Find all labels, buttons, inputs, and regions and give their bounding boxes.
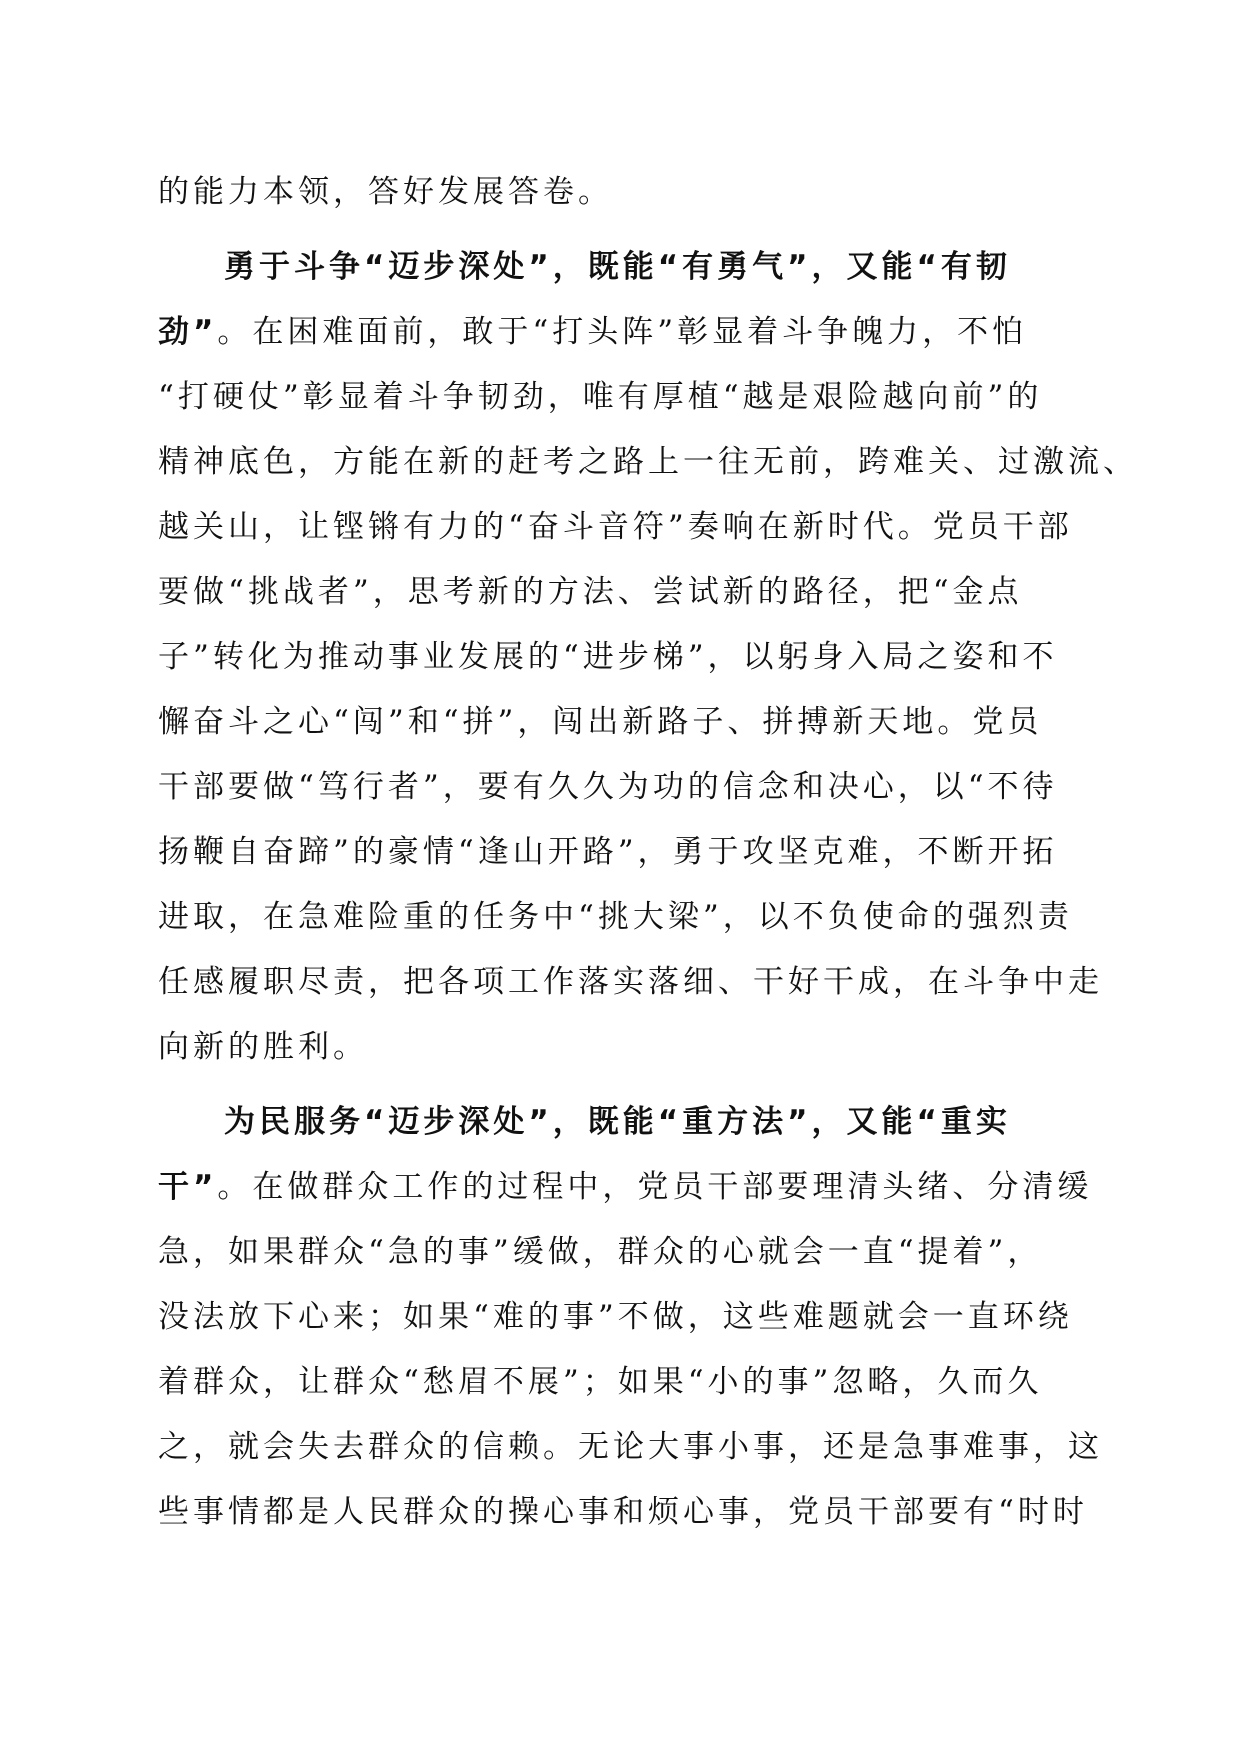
section1-line: 向新的胜利。 bbox=[158, 1029, 368, 1065]
section1-line: 扬鞭自奋蹄”的豪情“逢山开路”，勇于攻坚克难，不断开拓 bbox=[158, 834, 1058, 870]
section1-line-rest: 。在困难面前，敢于“打头阵”彰显着斗争魄力，不怕 bbox=[217, 314, 1028, 350]
section1-line: 精神底色，方能在新的赶考之路上一往无前，跨难关、过激流、 bbox=[158, 444, 1138, 480]
section1-line bbox=[158, 300, 1078, 365]
section2-line: 急，如果群众“急的事”缓做，群众的心就会一直“提着”， bbox=[158, 1234, 1043, 1270]
paragraph-gap bbox=[158, 225, 1078, 235]
section2-line-rest: 。在做群众工作的过程中，党员干部要理清头绪、分清缓 bbox=[217, 1169, 1093, 1205]
section1-lead-tail: 劲” bbox=[158, 314, 218, 350]
section1-lead-line: 勇于斗争“迈步深处”，既能“有勇气”，又能“有韧 bbox=[224, 249, 1011, 285]
intro-line: 的能力本领，答好发展答卷。 bbox=[158, 174, 613, 210]
section1-line: 干部要做“笃行者”，要有久久为功的信念和决心，以“不待 bbox=[158, 769, 1058, 805]
section1-line: 子”转化为推动事业发展的“进步梯”，以躬身入局之姿和不 bbox=[158, 639, 1058, 675]
section1-line: 进取，在急难险重的任务中“挑大梁”，以不负使命的强烈责 bbox=[158, 899, 1073, 935]
article-body bbox=[158, 160, 1138, 1545]
section2-lead-line: 为民服务“迈步深处”，既能“重方法”，又能“重实 bbox=[224, 1104, 1011, 1140]
section1-line: 要做“挑战者”，思考新的方法、尝试新的路径，把“金点 bbox=[158, 574, 1023, 610]
section2-line: 些事情都是人民群众的操心事和烦心事，党员干部要有“时时 bbox=[158, 1494, 1088, 1530]
section1-line: “打硬仗”彰显着斗争韧劲，唯有厚植“越是艰险越向前”的 bbox=[158, 379, 1043, 415]
section2-line: 没法放下心来；如果“难的事”不做，这些难题就会一直环绕 bbox=[158, 1299, 1073, 1335]
section2-line: 着群众，让群众“愁眉不展”；如果“小的事”忽略，久而久 bbox=[158, 1364, 1043, 1400]
section2-line: 之，就会失去群众的信赖。无论大事小事，还是急事难事，这 bbox=[158, 1429, 1103, 1465]
section2-lead-tail: 干” bbox=[158, 1169, 218, 1205]
section1-line: 懈奋斗之心“闯”和“拼”，闯出新路子、拼搏新天地。党员 bbox=[158, 704, 1043, 740]
section1-line: 越关山，让铿锵有力的“奋斗音符”奏响在新时代。党员干部 bbox=[158, 509, 1073, 545]
section1-line: 任感履职尽责，把各项工作落实落细、干好干成，在斗争中走 bbox=[158, 964, 1103, 1000]
section2-line bbox=[158, 1155, 1093, 1220]
paragraph-gap bbox=[158, 1080, 1078, 1090]
